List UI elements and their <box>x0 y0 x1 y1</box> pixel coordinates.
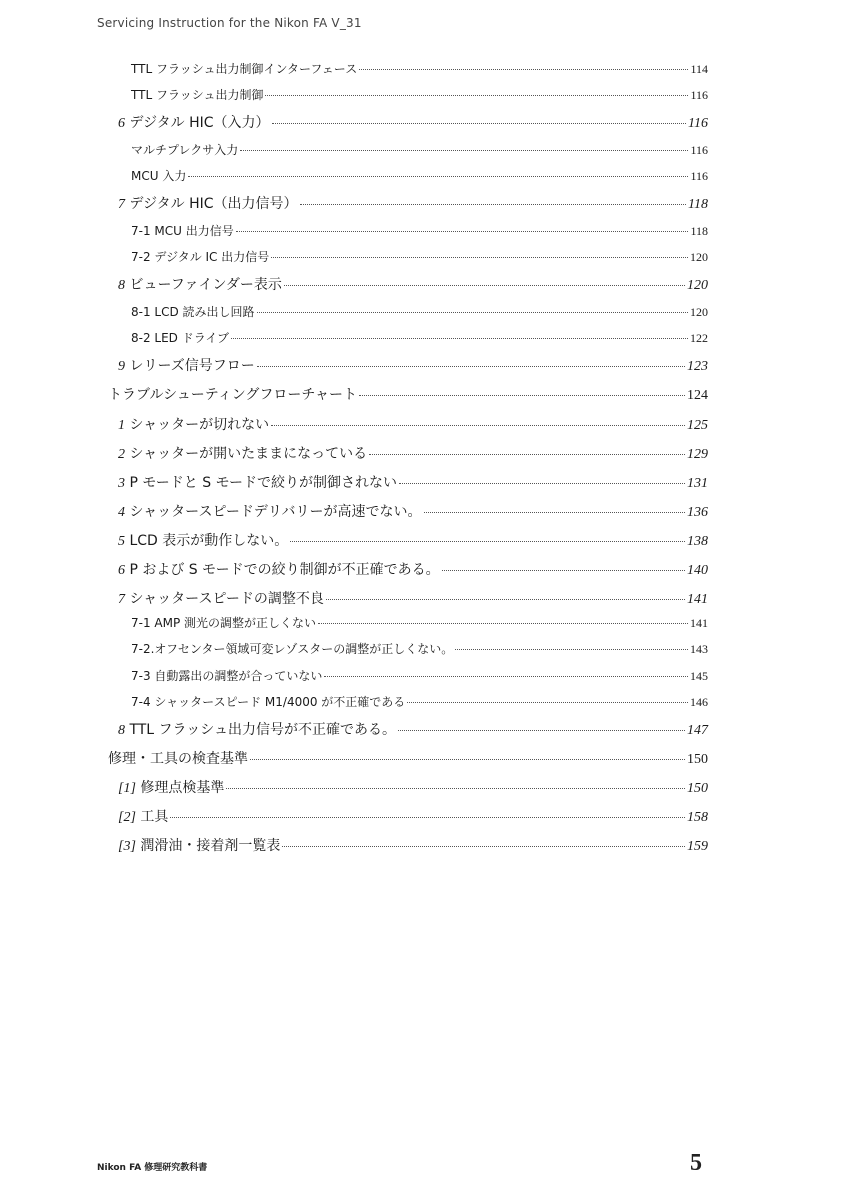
toc-entry-text: TTL フラッシュ出力制御インターフェース <box>131 62 358 76</box>
toc-entry[interactable] <box>118 414 708 434</box>
toc-entry[interactable] <box>131 248 708 265</box>
toc-entry-page: 159 <box>687 839 708 854</box>
toc-entry-number: 2 <box>118 447 125 462</box>
toc-entry-page: 138 <box>687 534 708 549</box>
toc-entry-title <box>131 667 322 684</box>
toc-entry-title <box>118 588 324 608</box>
dot-leader <box>455 649 688 650</box>
toc-entry-text: ビューファインダー表示 <box>129 277 282 293</box>
dot-leader <box>318 623 688 624</box>
toc-entry[interactable] <box>131 329 708 346</box>
toc-entry[interactable] <box>118 443 708 463</box>
toc-entry-page: 136 <box>687 505 708 520</box>
toc-entry-title <box>118 112 270 132</box>
toc-entry-text: MCU 入力 <box>131 169 187 183</box>
toc-entry-page: 114 <box>690 62 708 76</box>
toc-entry-text: シャッターが切れない <box>129 417 270 433</box>
toc-entry-page: 145 <box>690 669 708 683</box>
toc-entry-page: 150 <box>687 752 708 767</box>
toc-entry[interactable] <box>108 748 708 768</box>
toc-entry-text: TTL フラッシュ出力信号が不正確である。 <box>129 722 396 738</box>
dot-leader <box>442 570 685 571</box>
toc-entry-title <box>118 530 288 550</box>
toc-entry-text: マルチプレクサ入力 <box>131 143 239 157</box>
toc-entry-number: 3 <box>118 476 125 491</box>
toc-entry[interactable] <box>131 60 708 77</box>
toc-entry-page: 116 <box>690 88 708 102</box>
toc-entry-page: 129 <box>687 447 708 462</box>
toc-entry-title <box>108 384 357 404</box>
dot-leader <box>272 123 687 124</box>
dot-leader <box>188 176 688 177</box>
toc-entry-title <box>118 559 440 579</box>
toc-entry-title <box>118 414 269 434</box>
dot-leader <box>359 69 688 70</box>
toc-entry-text: 7-3 自動露出の調整が合っていない <box>131 669 323 683</box>
toc-entry[interactable] <box>131 222 708 239</box>
toc-entry[interactable] <box>131 141 708 158</box>
toc-entry[interactable] <box>118 835 708 855</box>
toc-entry-text: レリーズ信号フロー <box>129 358 255 374</box>
toc-entry-number: 6 <box>118 563 125 578</box>
toc-entry-page: 120 <box>690 250 708 264</box>
dot-leader <box>257 366 685 367</box>
toc-entry-text: 工具 <box>140 809 169 825</box>
dot-leader <box>271 425 685 426</box>
running-header: Servicing Instruction for the Nikon FA V_31 <box>97 16 362 30</box>
toc-entry[interactable] <box>131 667 708 684</box>
toc-entry[interactable] <box>118 588 708 608</box>
toc-entry-page: 143 <box>690 642 708 656</box>
dot-leader <box>271 257 688 258</box>
toc-entry-text: デジタル HIC（出力信号） <box>129 196 298 212</box>
dot-leader <box>398 730 685 731</box>
toc-entry-title <box>118 355 255 375</box>
toc-entry-text: デジタル HIC（入力） <box>129 115 270 131</box>
dot-leader <box>324 676 688 677</box>
toc-entry-page: 131 <box>687 476 708 491</box>
toc-entry[interactable] <box>131 640 708 657</box>
toc-entry-text: 修理・工具の検査基準 <box>108 751 248 767</box>
dot-leader <box>407 702 688 703</box>
toc-entry-number: 6 <box>118 116 125 131</box>
toc-entry-text: シャッタースピードデリバリーが高速でない。 <box>129 504 422 520</box>
toc-entry-text: 修理点検基準 <box>140 780 225 796</box>
toc-entry-number: [3] <box>118 839 136 854</box>
dot-leader <box>257 312 688 313</box>
toc-entry[interactable] <box>118 719 708 739</box>
toc-entry-text: 7-1 AMP 測光の調整が正しくない <box>131 616 317 630</box>
toc-entry-text: 7-4 シャッタースピード M1/4000 が不正確である <box>131 695 406 709</box>
toc-entry-title <box>131 141 238 158</box>
dot-leader <box>300 204 687 205</box>
dot-leader <box>226 788 685 789</box>
toc-entry[interactable] <box>118 559 708 579</box>
toc-entry[interactable] <box>118 777 708 797</box>
toc-entry-title <box>118 443 367 463</box>
toc-entry-title <box>131 303 255 320</box>
toc-entry-page: 116 <box>688 116 708 131</box>
toc-entry-number: 7 <box>118 592 125 607</box>
toc-entry-page: 116 <box>690 169 708 183</box>
toc-entry-text: P モードと S モードで絞りが制御されない <box>129 475 398 491</box>
toc-entry-title <box>118 777 224 797</box>
toc-entry-title <box>131 329 229 346</box>
toc-entry-title <box>131 693 405 710</box>
toc-entry-title <box>118 806 168 826</box>
toc-entry-title <box>131 640 453 657</box>
toc-entry[interactable] <box>131 167 708 184</box>
toc-entry-number: 8 <box>118 723 125 738</box>
toc-entry-text: 7-2.オフセンター領域可変レゾスターの調整が正しくない。 <box>131 642 454 656</box>
toc-entry-number: 9 <box>118 359 125 374</box>
toc-entry-number: 1 <box>118 418 125 433</box>
toc-entry-number: 8 <box>118 278 125 293</box>
toc-entry-page: 116 <box>690 143 708 157</box>
toc-entry-number: [2] <box>118 810 136 825</box>
dot-leader <box>369 454 685 455</box>
toc-entry[interactable] <box>108 384 708 404</box>
dot-leader <box>250 759 685 760</box>
dot-leader <box>424 512 686 513</box>
dot-leader <box>359 395 685 396</box>
toc-entry-page: 118 <box>688 197 708 212</box>
toc-entry-number: 5 <box>118 534 125 549</box>
toc-entry-title <box>131 614 316 631</box>
toc-entry[interactable] <box>118 806 708 826</box>
toc-entry-page: 123 <box>687 359 708 374</box>
toc-entry[interactable] <box>131 303 708 320</box>
toc-entry-text: 8-1 LCD 読み出し回路 <box>131 305 255 319</box>
dot-leader <box>170 817 685 818</box>
toc-entry-page: 140 <box>687 563 708 578</box>
toc-entry-title <box>131 60 357 77</box>
toc-entry-title <box>118 274 282 294</box>
toc-entry-title <box>118 501 422 521</box>
dot-leader <box>265 95 688 96</box>
toc-entry-text: P および S モードでの絞り制御が不正確である。 <box>129 562 440 578</box>
dot-leader <box>290 541 685 542</box>
dot-leader <box>240 150 688 151</box>
toc-entry[interactable] <box>131 614 708 631</box>
toc-entry-text: 7-1 MCU 出力信号 <box>131 224 234 238</box>
toc-entry-text: 8-2 LED ドライブ <box>131 331 230 345</box>
toc-entry-title <box>108 748 248 768</box>
toc-entry-number: [1] <box>118 781 136 796</box>
page-number: 5 <box>690 1150 702 1176</box>
toc-entry-text: シャッタースピードの調整不良 <box>129 591 324 607</box>
toc-entry-text: トラブルシューティングフローチャート <box>108 387 357 403</box>
toc-entry-page: 120 <box>690 305 708 319</box>
toc-entry-text: LCD 表示が動作しない。 <box>129 533 289 549</box>
toc-entry-text: 7-2 デジタル IC 出力信号 <box>131 250 270 264</box>
toc-entry-text: 潤滑油・接着剤一覧表 <box>140 838 281 854</box>
toc-entry-title <box>131 167 186 184</box>
toc-entry-text: TTL フラッシュ出力制御 <box>131 88 264 102</box>
toc-entry-number: 7 <box>118 197 125 212</box>
dot-leader <box>326 599 685 600</box>
toc-entry[interactable] <box>118 193 708 213</box>
toc-entry-title <box>118 719 396 739</box>
toc-entry-page: 118 <box>690 224 708 238</box>
toc-entry-page: 158 <box>687 810 708 825</box>
toc-entry-page: 120 <box>687 278 708 293</box>
toc-entry-page: 141 <box>690 616 708 630</box>
toc-entry[interactable] <box>118 112 708 132</box>
toc-entry-page: 141 <box>687 592 708 607</box>
toc-entry-number: 4 <box>118 505 125 520</box>
toc-entry[interactable] <box>131 86 708 103</box>
toc-entry-page: 147 <box>687 723 708 738</box>
dot-leader <box>231 338 688 339</box>
toc-entry-page: 150 <box>687 781 708 796</box>
toc-entry-title <box>131 86 263 103</box>
footer-title: Nikon FA 修理研究教科書 <box>97 1163 208 1173</box>
toc-entry[interactable] <box>118 274 708 294</box>
toc-entry[interactable] <box>118 530 708 550</box>
toc-entry[interactable] <box>118 501 708 521</box>
toc-entry[interactable] <box>118 472 708 492</box>
toc-entry-title <box>118 472 397 492</box>
toc-entry-title <box>118 835 280 855</box>
toc-entry-title <box>131 222 234 239</box>
toc-entry-page: 146 <box>690 695 708 709</box>
toc-entry-text: シャッターが開いたままになっている <box>129 446 368 462</box>
toc-entry-title <box>131 248 269 265</box>
toc-entry-page: 122 <box>690 331 708 345</box>
toc-entry[interactable] <box>118 355 708 375</box>
toc-entry-page: 124 <box>687 388 708 403</box>
toc-entry[interactable] <box>131 693 708 710</box>
toc-entry-title <box>118 193 298 213</box>
dot-leader <box>236 231 689 232</box>
dot-leader <box>399 483 685 484</box>
dot-leader <box>284 285 685 286</box>
dot-leader <box>282 846 685 847</box>
toc-entry-page: 125 <box>687 418 708 433</box>
